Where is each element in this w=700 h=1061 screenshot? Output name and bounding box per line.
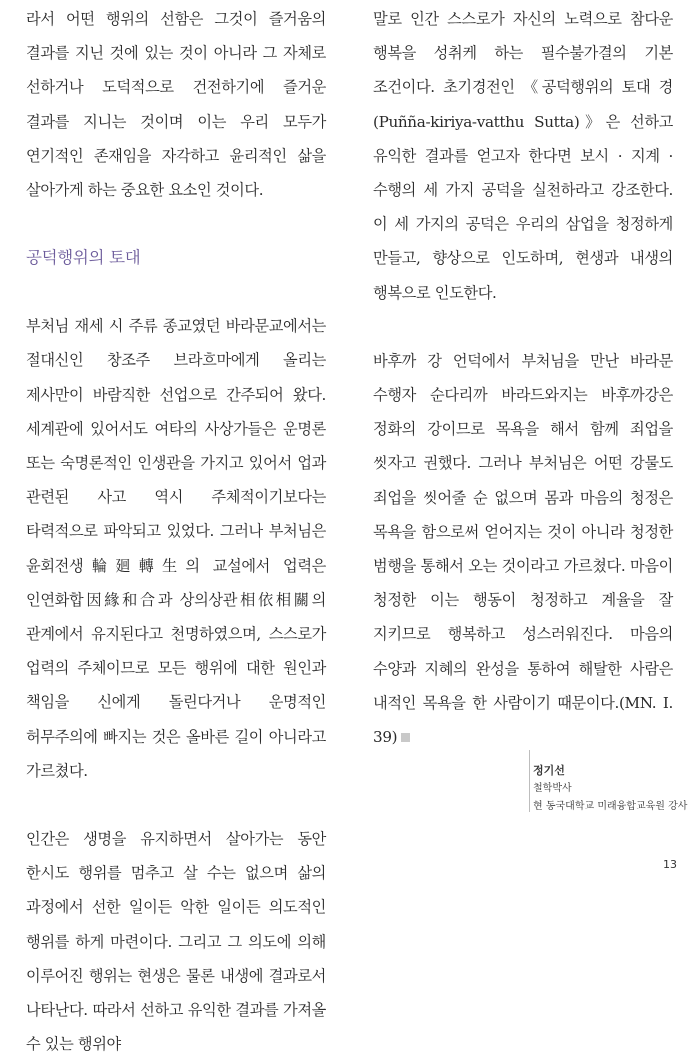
body-paragraph: 부처님 재세 시 주류 종교였던 바라문교에서는 절대신인 창조주 브라흐마에게 올리는 제사만이 바람직한 선업으로 간주되어 왔다. 세계관에 있어서도 여타의 사상가들은 운명론 또는 숙명론적인 인생관을 가지고 있어서 업과 관련된 사고 역시 주체적이기보다는 타력적으로 파악되고 있었다. 그러나 부처님은 윤회전생輪廻轉生의 교설에서 업력은 인연화합因緣和合과 상의상관相依相關의 관계에서 유지된다고 천명하였으며, 스스로가 업력의 주체이므로 모든 행위에 대한 원인과 책임을 신에게 돌린다거나 운명적인 허무주의에 빠지는 것은 올바른 길이 아니라고 가르쳤다. [26,317,326,780]
left-column [26,2,326,1061]
author-divider [529,750,530,812]
author-info [533,762,687,816]
author-degree: 철학박사 [533,783,572,794]
page-number: 13 [663,858,677,871]
right-column [373,2,673,754]
body-paragraph [373,344,673,754]
closing-paragraph-text: 바후까 강 언덕에서 부처님을 만난 바라문 수행자 순다리까 바라드와지는 바후까강은 정화의 강이므로 목욕을 해서 함께 죄업을 씻자고 권했다. 그러나 부처님은 어떤 강물도 죄업을 씻어줄 순 없으며 몸과 마음의 청정은 목욕을 함으로써 얻어지는 것이 아니라 청정한 범행을 통해서 오는 것이라고 가르쳤다. 마음이 청정한 이는 행동이 청정하고 계율을 잘 지키므로 행복하고 성스러워진다. 마음의 수양과 지혜의 완성을 통하여 해탈한 사람은 내적인 목욕을 한 사람이기 때문이다.(MN. I. 39) [373,351,673,747]
body-paragraph: 인간은 생명을 유지하면서 살아가는 동안 한시도 행위를 멈추고 살 수는 없으며 삶의 과정에서 선한 일이든 악한 일이든 의도적인 행위를 하게 마련이다. 그리고 그 의도에 의해 이루어진 행위는 현생은 물론 내생에 결과로서 나타난다. 따라서 선하고 유익한 결과를 가져올 수 있는 행위야 [26,830,326,1054]
author-position: 현 동국대학교 미래융합교육원 강사 [533,801,688,812]
body-paragraph: 라서 어떤 행위의 선함은 그것이 즐거움의 결과를 지닌 것에 있는 것이 아니라 그 자체로 선하거나 도덕적으로 건전하기에 즐거운 결과를 지니는 것이며 이는 우리 모두가 연기적인 존재임을 자각하고 윤리적인 삶을 살아가게 하는 중요한 요소인 것이다. [26,10,326,200]
body-paragraph: 말로 인간 스스로가 자신의 노력으로 참다운 행복을 성취케 하는 필수불가결의 기본 조건이다. 초기경전인 《공덕행위의 토대 경(Puñña-kiriya-vatthu Sutta)》은 선하고 유익한 결과를 얻고자 한다면 보시 · 지계 · 수행의 세 가지 공덕을 실천하라고 강조한다. 이 세 가지의 공덕은 우리의 삼업을 청정하게 만들고, 향상으로 인도하며, 현생과 내생의 행복으로 인도한다. [373,10,673,302]
author-name: 정기선 [533,764,565,777]
end-mark-icon [401,733,410,742]
section-heading: 공덕행위의 토대 [26,248,141,268]
